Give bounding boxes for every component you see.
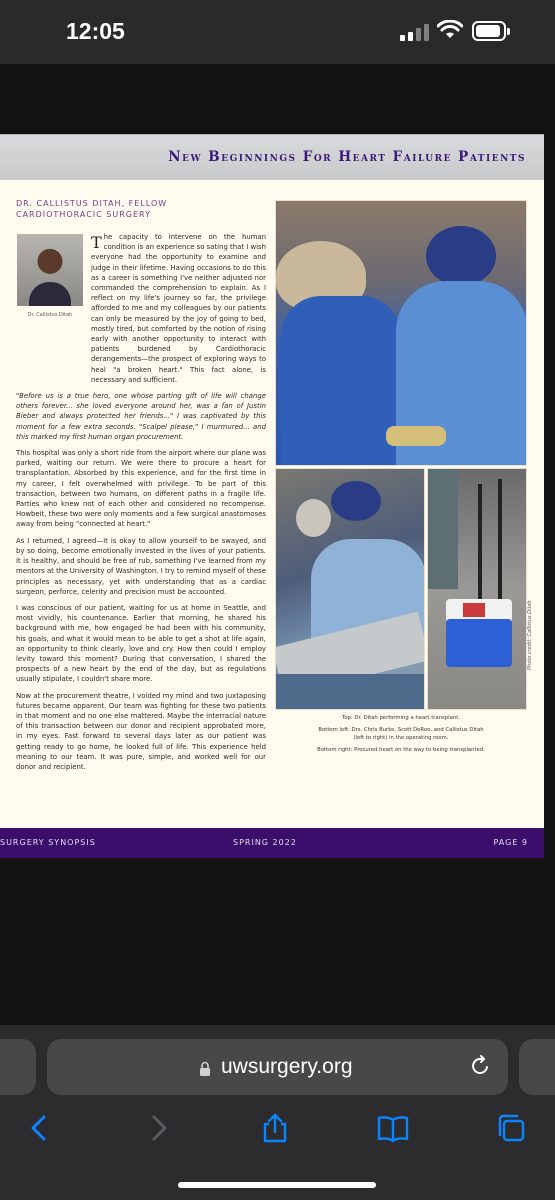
photo-heart-cooler bbox=[427, 468, 527, 710]
byline-line-2: CARDIOTHORACIC SURGERY bbox=[16, 210, 151, 219]
lock-icon bbox=[199, 1061, 211, 1077]
paragraph-6: Now at the procurement theatre, I voided my mind and two juxtaposing futures became apparent. Our team was fighting for these two patients in that moment and no one else mattered. Maybe the interracial nature of this transaction between our donor and recipient approbated more, in my eyes. Fast forward to several days later as our patient was getting ready to go home, he looked full of life. This experience held meaning to our team. It was pure, simple, and worked well for our donor and recipient. bbox=[16, 691, 266, 771]
back-icon[interactable] bbox=[24, 1113, 56, 1143]
photo-captions bbox=[275, 714, 527, 758]
byline-line-1: DR. CALLISTUS DITAH, FELLOW bbox=[16, 199, 168, 208]
photo-operating-room bbox=[275, 468, 425, 710]
photo-heart-transplant bbox=[275, 200, 527, 466]
portrait-caption: Dr. Callistus Ditah bbox=[27, 312, 73, 318]
cellular-signal-icon bbox=[400, 23, 430, 41]
status-time: 12:05 bbox=[66, 18, 125, 44]
address-bar[interactable] bbox=[47, 1039, 508, 1095]
paragraph-1: The capacity to intervene on the human condition is an experience so sating that I wish everyone had the opportunity to examine and judge in their lifetime. Having occasions to do this as a career is something I've neither adjusted nor commanded the comprehension to explain. As I reflect on my life's journey so far, the privilege afforded to me and my colleagues by our patients can only be measured by the joy of going to bed, mostly tired, but comforted by the notion of rising early with another opportunity to interact with patients burdened by Cardiothoracic derangements—the prospect of exploring ways to heal "a broken heart." This fact alone, is necessary and sufficient. bbox=[91, 233, 266, 384]
url-text: uwsurgery.org bbox=[221, 1055, 353, 1078]
photo-credit: Photo credit: Callistus Ditah bbox=[527, 600, 533, 670]
page-footer bbox=[0, 828, 544, 858]
footer-page-number: PAGE 9 bbox=[493, 838, 528, 847]
caption-top: Top: Dr. Ditah performing a heart transplant. bbox=[341, 715, 461, 721]
status-bar bbox=[0, 0, 555, 64]
bookmarks-icon[interactable] bbox=[377, 1113, 409, 1143]
paragraph-3: This hospital was only a short ride from the airport where our plane was parked, waiting our return. We were there to procure a heart for transplantation. Absorbed by this experience, and for the first time in my career, I felt overwhelmed with privilege. To be part of this transaction, between two humans, on different paths in a fragile life. Parties who knew not of each other and considered no recompense. Howbeit, these two were only moments and a few surgical anastomoses away from being "connected at heart." bbox=[16, 449, 266, 529]
browser-toolbar bbox=[0, 1025, 555, 1200]
share-icon[interactable] bbox=[259, 1113, 291, 1143]
footer-publication: SURGERY SYNOPSIS bbox=[0, 838, 96, 847]
wifi-icon bbox=[437, 20, 463, 40]
tabs-icon[interactable] bbox=[495, 1113, 527, 1143]
article-headline: New Beginnings For Heart Failure Patients bbox=[168, 149, 526, 165]
paragraph-2: "Before us is a true hero, one whose parting gift of life will change others forever... she loved everyone around her, was a fan of Justin Bieber and always protected her friends..." I was captivated by this moment for a few extra seconds. "Scalpel please," I murmured... and this marked my first human organ procurement. bbox=[16, 392, 266, 441]
battery-icon bbox=[472, 21, 506, 41]
next-tab-preview[interactable] bbox=[519, 1039, 555, 1095]
reload-icon[interactable] bbox=[468, 1054, 492, 1078]
article-body bbox=[16, 232, 266, 778]
header-bar bbox=[0, 134, 544, 180]
home-indicator[interactable] bbox=[178, 1182, 376, 1188]
author-byline bbox=[16, 198, 167, 220]
paragraph-5: I was conscious of our patient, waiting for us at home in Seattle, and most vividly, his countenance. Earlier that morning, he shared his background with me, how engaged he had been with his community, his goals, and what it would mean to be able to get a shot at life again, an opportunity to think clearly, love and cry. How then could I employ levity toward this moment? During that conversation, I shared the prospects of a new heart by the end of the day, but as regulations usually stipulate, I couldn't share more. bbox=[16, 603, 266, 684]
caption-bottom-right: Bottom right: Procured heart on the way to being transplanted. bbox=[317, 747, 485, 753]
forward-icon[interactable] bbox=[142, 1113, 174, 1143]
caption-bottom-left: Bottom left: Drs. Chris Burke, Scott DeRoo, and Callistus Ditah (left to right) in the operating room. bbox=[318, 727, 484, 741]
previous-tab-preview[interactable] bbox=[0, 1039, 36, 1095]
footer-issue: SPRING 2022 bbox=[233, 838, 297, 847]
magazine-page[interactable] bbox=[0, 134, 544, 858]
paragraph-4: As I returned, I agreed—it is okay to allow yourself to be swayed, and by so doing, become emotionally invested in the lives of your patients. It is healthy, and should be free of rub, something I've learned from my mentors at the University of Washington. I try to remind myself of these principles as necessary, yet with understanding that as a cardiac surgeon, perforce, celerity and precision must be accounted. bbox=[16, 536, 266, 596]
